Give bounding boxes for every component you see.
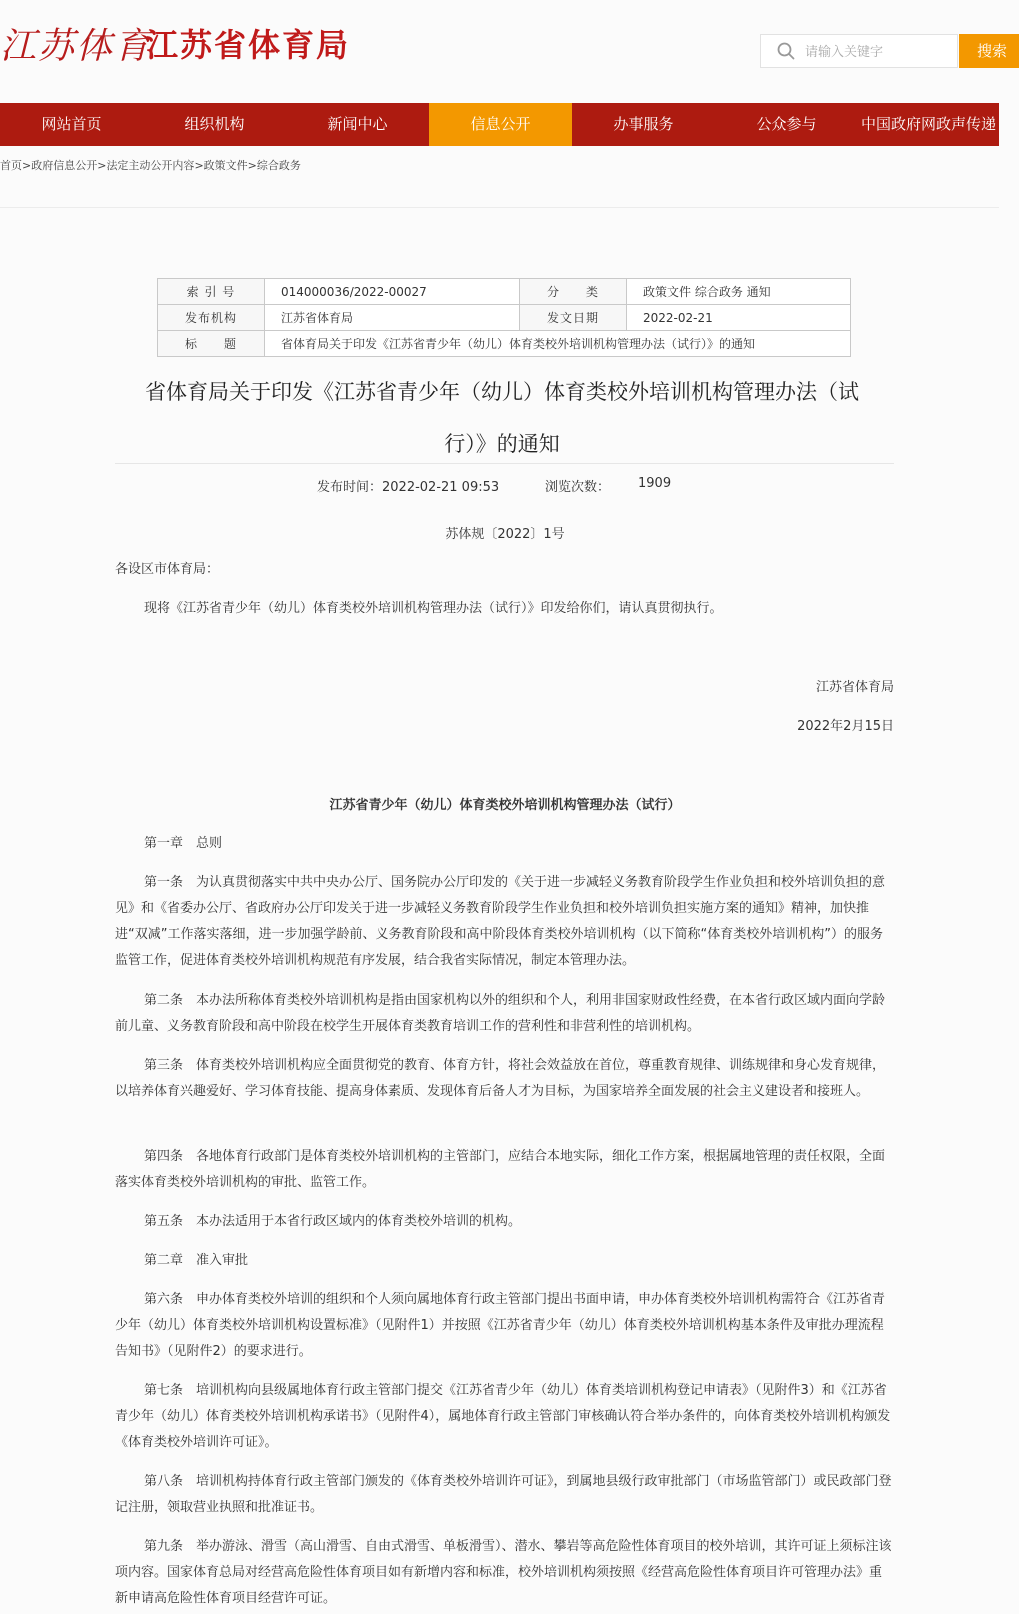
article-8: 第八条 培训机构持体育行政主管部门颁发的《体育类校外培训许可证》，到属地县级行政审批部门（市场监管部门）或民政部门登记注册，领取营业执照和批准证书。: [115, 1474, 892, 1515]
nav-item-info-disclosure[interactable]: 信息公开: [429, 103, 572, 146]
category-value: 政策文件 综合政务 通知: [627, 279, 851, 305]
publisher-label: 发布机构: [158, 305, 265, 331]
search-button[interactable]: 搜索: [959, 34, 1019, 68]
nav-item-participation[interactable]: 公众参与: [756, 115, 817, 133]
title-label: 标 题: [158, 331, 265, 357]
divider: [0, 207, 999, 208]
title-divider: [115, 463, 894, 464]
breadcrumb-home[interactable]: 首页: [0, 159, 22, 172]
site-header: [0, 0, 1008, 103]
views-count: 1909: [638, 476, 672, 491]
breadcrumb-statutory[interactable]: 法定主动公开内容: [106, 159, 195, 172]
signature: 江苏省体育局: [815, 680, 894, 695]
article-5: 第五条 本办法适用于本省行政区域内的体育类校外培训的机构。: [144, 1214, 522, 1229]
index-label: 索 引 号: [158, 279, 265, 305]
doc-number: 苏体规〔2022〕1号: [445, 527, 565, 542]
chapter-2: 第二章 准入审批: [144, 1253, 249, 1268]
search-icon: [777, 42, 795, 60]
chapter-1: 第一章 总则: [144, 836, 223, 851]
search-input[interactable]: [803, 35, 957, 69]
main-nav: [0, 103, 999, 146]
measures-title: 江苏省青少年（幼儿）体育类校外培训机构管理办法（试行）: [329, 798, 681, 813]
article-7: 第七条 培训机构向县级属地体育行政主管部门提交《江苏省青少年（幼儿）体育类培训机构登记申请表》（见附件3）和《江苏省青少年（幼儿）体育类校外培训机构承诺书》（见附件4），属地体育行政主管部门审核确认符合举办条件的，向体育类校外培训机构颁发《体育类校外培训许可证》。: [115, 1383, 891, 1450]
publish-time: 发布时间：2022-02-21 09:53: [317, 480, 500, 495]
breadcrumb-policy[interactable]: 政策文件: [203, 159, 248, 172]
doc-info-table: [157, 278, 851, 357]
site-title[interactable]: 江苏省体育局: [146, 26, 351, 64]
article-3: 第三条 体育类校外培训机构应全面贯彻党的教育、体育方针，将社会效益放在首位，尊重教育规律、训练规律和身心发育规律，以培养体育兴趣爱好、学习体育技能、提高身体素质、发现体育后备人才为目标，为国家培养全面发展的社会主义建设者和接班人。: [115, 1058, 886, 1099]
article-4: 第四条 各地体育行政部门是体育类校外培训机构的主管部门，应结合本地实际，细化工作方案，根据属地管理的责任权限，全面落实体育类校外培训机构的审批、监管工作。: [115, 1149, 886, 1190]
nav-item-home[interactable]: 网站首页: [41, 115, 102, 133]
publisher-value: 江苏省体育局: [265, 305, 520, 331]
sign-date: 2022年2月15日: [797, 719, 894, 734]
views-label: 浏览次数：: [545, 480, 611, 495]
page-title: 省体育局关于印发《江苏省青少年（幼儿）体育类校外培训机构管理办法（试行）》的通知: [145, 380, 859, 456]
nav-item-organization[interactable]: 组织机构: [184, 115, 245, 133]
breadcrumb-gov-info[interactable]: 政府信息公开: [31, 159, 98, 172]
date-label: 发文日期: [520, 305, 627, 331]
index-value: 014000036/2022-00027: [265, 279, 520, 305]
article-6: 第六条 申办体育类校外培训的组织和个人须向属地体育行政主管部门提出书面申请，申办体育类校外培训机构需符合《江苏省青少年（幼儿）体育类校外培训机构设置标准》（见附件1）并按照《江苏省青少年（幼儿）体育类校外培训机构基本条件及审批办理流程告知书》（见附件2）的要求进行。: [115, 1292, 886, 1359]
date-value: 2022-02-21: [627, 305, 851, 331]
salutation: 各设区市体育局：: [115, 562, 220, 577]
article-9: 第九条 举办游泳、滑雪（高山滑雪、自由式滑雪、单板滑雪）、潜水、攀岩等高危险性体育项目的校外培训，其许可证上须标注该项内容。国家体育总局对经营高危险性体育项目如有新增内容和标准，校外培训机构须按照《经营高危险性体育项目许可管理办法》重新申请高危险性体育项目经营许可证。: [115, 1539, 892, 1606]
category-label: 分 类: [520, 279, 627, 305]
search-box: [760, 34, 958, 68]
nav-item-news[interactable]: 新闻中心: [327, 115, 388, 133]
breadcrumb: 首页>政府信息公开>法定主动公开内容>政策文件>综合政务: [0, 159, 301, 172]
nav-item-services[interactable]: 办事服务: [613, 115, 674, 133]
logo-calligraphy[interactable]: 江苏体育: [0, 26, 153, 67]
intro-paragraph: 现将《江苏省青少年（幼儿）体育类校外培训机构管理办法（试行）》印发给你们，请认真贯彻执行。: [144, 601, 723, 616]
breadcrumb-general[interactable]: 综合政务: [256, 159, 301, 172]
nav-item-gov-voice[interactable]: 中国政府网政声传递: [860, 115, 996, 133]
title-value: 省体育局关于印发《江苏省青少年（幼儿）体育类校外培训机构管理办法（试行）》的通知: [265, 331, 851, 357]
article-1: 第一条 为认真贯彻落实中共中央办公厅、国务院办公厅印发的《关于进一步减轻义务教育阶段学生作业负担和校外培训负担的意见》和《省委办公厅、省政府办公厅印发关于进一步减轻义务教育阶段学生作业负担和校外培训负担实施方案的通知》精神，加快推进“双减”工作落实落细，进一步加强学龄前、义务教育阶段和高中阶段体育类校外培训机构（以下简称“体育类校外培训机构”）的服务监管工作，促进体育类校外培训机构规范有序发展，结合我省实际情况，制定本管理办法。: [115, 875, 886, 968]
article-2: 第二条 本办法所称体育类校外培训机构是指由国家机构以外的组织和个人，利用非国家财政性经费，在本省行政区域内面向学龄前儿童、义务教育阶段和高中阶段在校学生开展体育类教育培训工作的营利性和非营利性的培训机构。: [115, 993, 886, 1034]
